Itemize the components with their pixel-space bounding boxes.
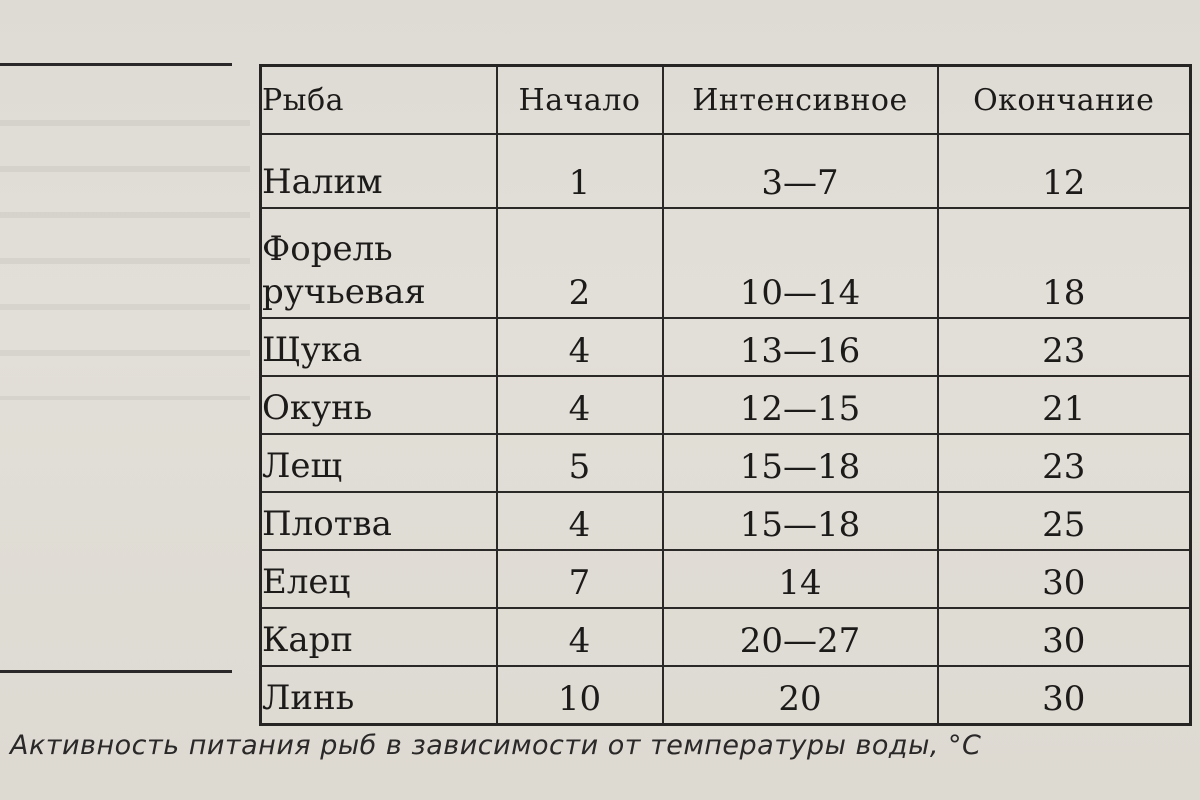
fish-name: Плотва xyxy=(261,492,497,550)
bleed-through-text xyxy=(0,120,250,400)
header-fish: Рыба xyxy=(261,66,497,135)
table-row xyxy=(261,492,1191,550)
end-temp: 25 xyxy=(938,492,1191,550)
start-temp: 10 xyxy=(497,666,663,725)
margin-rule-bottom xyxy=(0,670,232,673)
intense-temp: 13—16 xyxy=(663,318,938,376)
end-temp: 21 xyxy=(938,376,1191,434)
margin-rule-top xyxy=(0,63,232,66)
fish-name: Налим xyxy=(261,134,497,208)
start-temp: 4 xyxy=(497,318,663,376)
start-temp: 4 xyxy=(497,376,663,434)
intense-temp: 10—14 xyxy=(663,208,938,318)
table-row xyxy=(261,376,1191,434)
fish-name: Форель ручьевая xyxy=(261,208,497,318)
intense-temp: 15—18 xyxy=(663,434,938,492)
end-temp: 12 xyxy=(938,134,1191,208)
table-header-row xyxy=(261,66,1191,135)
fish-name: Елец xyxy=(261,550,497,608)
intense-temp: 20 xyxy=(663,666,938,725)
table-row xyxy=(261,666,1191,725)
start-temp: 4 xyxy=(497,492,663,550)
end-temp: 30 xyxy=(938,608,1191,666)
header-start: Начало xyxy=(497,66,663,135)
header-end: Окончание xyxy=(938,66,1191,135)
intense-temp: 14 xyxy=(663,550,938,608)
header-intense: Интенсивное xyxy=(663,66,938,135)
fish-feeding-table xyxy=(259,64,1192,726)
intense-temp: 20—27 xyxy=(663,608,938,666)
end-temp: 23 xyxy=(938,318,1191,376)
intense-temp: 15—18 xyxy=(663,492,938,550)
intense-temp: 3—7 xyxy=(663,134,938,208)
fish-name: Карп xyxy=(261,608,497,666)
start-temp: 5 xyxy=(497,434,663,492)
fish-name: Лещ xyxy=(261,434,497,492)
end-temp: 23 xyxy=(938,434,1191,492)
start-temp: 2 xyxy=(497,208,663,318)
table-row xyxy=(261,434,1191,492)
table-row xyxy=(261,134,1191,208)
table-row xyxy=(261,318,1191,376)
intense-temp: 12—15 xyxy=(663,376,938,434)
start-temp: 7 xyxy=(497,550,663,608)
table-caption: Активность питания рыб в зависимости от температуры воды, °С xyxy=(10,730,982,761)
fish-name: Линь xyxy=(261,666,497,725)
table-row xyxy=(261,208,1191,318)
end-temp: 18 xyxy=(938,208,1191,318)
start-temp: 1 xyxy=(497,134,663,208)
end-temp: 30 xyxy=(938,666,1191,725)
fish-name: Окунь xyxy=(261,376,497,434)
fish-name: Щука xyxy=(261,318,497,376)
start-temp: 4 xyxy=(497,608,663,666)
table-row xyxy=(261,550,1191,608)
table-row xyxy=(261,608,1191,666)
end-temp: 30 xyxy=(938,550,1191,608)
